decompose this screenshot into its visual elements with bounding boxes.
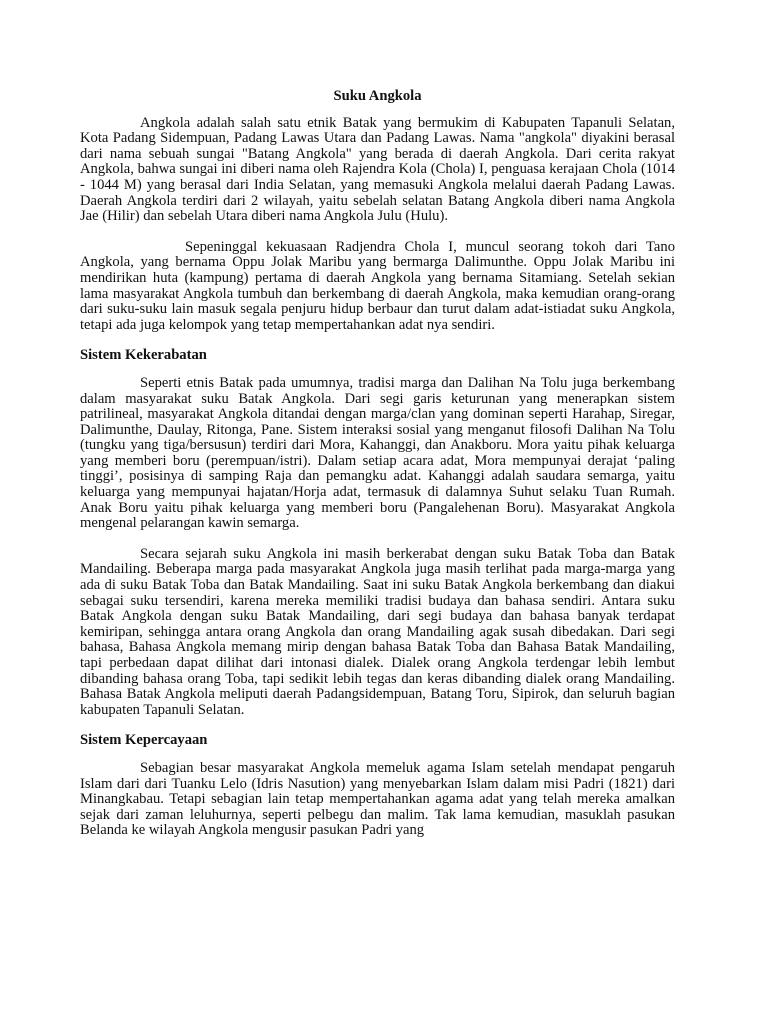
kekerabatan-paragraph-2: Secara sejarah suku Angkola ini masih berkerabat dengan suku Batak Toba dan Batak Mandailing. Beberapa marga pada masyarakat Angkola juga masih terlihat pada marga-marga yang ada di suku Batak Toba dan Batak Mandailing. Saat ini suku Batak Angkola berkembang dan diakui sebagai suku tersendiri, karena mereka memiliki tradisi budaya dan bahasa sendiri. Antara suku Batak Angkola dengan suku Batak Mandailing, dari segi budaya dan bahasa banyak terdapat kemiripan, sehingga antara orang Angkola dan orang Mandailing agak susah dibedakan. Dari segi bahasa, Bahasa Angkola memang mirip dengan bahasa Batak Toba dan Bahasa Batak Mandailing, tapi perbedaan dapat dilihat dari intonasi dialek. Dialek orang Angkola terdengar lebih lembut dibanding bahasa orang Toba, tapi sedikit lebih tegas dan keras dibanding dialek orang Mandailing. Bahasa Batak Angkola meliputi daerah Padangsidempuan, Batang Toru, Sipirok, dan seluruh bagian kabupaten Tapanuli Selatan. xyxy=(80,545,675,718)
document-title: Suku Angkola xyxy=(333,88,422,104)
kekerabatan-paragraph-1: Seperti etnis Batak pada umumnya, tradisi marga dan Dalihan Na Tolu juga berkembang dalam masyarakat suku Batak Angkola. Dari segi garis keturunan yang menerapkan sistem patrilineal, masyarakat Angkola ditandai dengan marga/clan yang dominan seperti Harahap, Siregar, Dalimunthe, Daulay, Ritonga, Pane. Sistem interaksi sosial yang menganut filosofi Dalihan Na Tolu (tungku yang tiga/bersusun) terdiri dari Mora, Kahanggi, dan Anakboru. Mora yaitu pihak keluarga yang memberi boru (perempuan/istri). Dalam setiap acara adat, Mora mempunyai derajat ‘paling tinggi’, posisinya di samping Raja dan pemangku adat. Kahanggi adalah saudara semarga, yaitu keluarga yang mempunyai hajatan/Horja adat, termasuk di dalamnya Suhut selaku Tuan Rumah. Anak Boru yaitu pihak keluarga yang memberi boru (Pangalehenan Boru). Masyarakat Angkola mengenal pelarangan kawin semarga. xyxy=(80,374,675,532)
section-heading-kepercayaan: Sistem Kepercayaan xyxy=(80,732,208,749)
intro-paragraph-1: Angkola adalah salah satu etnik Batak yang bermukim di Kabupaten Tapanuli Selatan, Kota Padang Sidempuan, Padang Lawas Utara dan Padang Lawas. Nama "angkola" diyakini berasal dari nama sebuah sungai "Batang Angkola" yang berada di daerah Angkola. Dari cerita rakyat Angkola, bahwa sungai ini diberi nama oleh Rajendra Kola (Chola) I, penguasa kerajaan Chola (1014 - 1044 M) yang berasal dari India Selatan, yang memasuki Angkola melalui daerah Padang Lawas. Daerah Angkola terdiri dari 2 wilayah, yaitu sebelah selatan Batang Angkola diberi nama Angkola Jae (Hilir) dan sebelah Utara diberi nama Angkola Julu (Hulu). xyxy=(80,114,675,225)
kepercayaan-paragraph-1: Sebagian besar masyarakat Angkola memeluk agama Islam setelah mendapat pengaruh Islam dari dari Tuanku Lelo (Idris Nasution) yang menyebarkan Islam dalam misi Padri (1821) dari Minangkabau. Tetapi sebagian lain tetap mempertahankan agama adat yang telah mereka amalkan sejak dari zaman leluhurnya, seperti pelbegu dan malim. Tak lama kemudian, masuklah pasukan Belanda ke wilayah Angkola mengusir pasukan Padri yang xyxy=(80,759,675,839)
section-heading-kekerabatan: Sistem Kekerabatan xyxy=(80,347,207,364)
intro-paragraph-2: Sepeninggal kekuasaan Radjendra Chola I, muncul seorang tokoh dari Tano Angkola, yang bernama Oppu Jolak Maribu yang bermarga Dalimunthe. Oppu Jolak Maribu ini mendirikan huta (kampung) pertama di daerah Angkola yang bernama Sitamiang. Setelah sekian lama masyarakat Angkola tumbuh dan berkembang di daerah Angkola, maka kemudian orang-orang dari suku-suku lain masuk segala penjuru hidup berbaur dan turut dalam adat-istiadat suku Angkola, tetapi ada juga kelompok yang tetap mempertahankan adat nya sendiri. xyxy=(80,238,675,333)
document-body xyxy=(80,89,675,854)
